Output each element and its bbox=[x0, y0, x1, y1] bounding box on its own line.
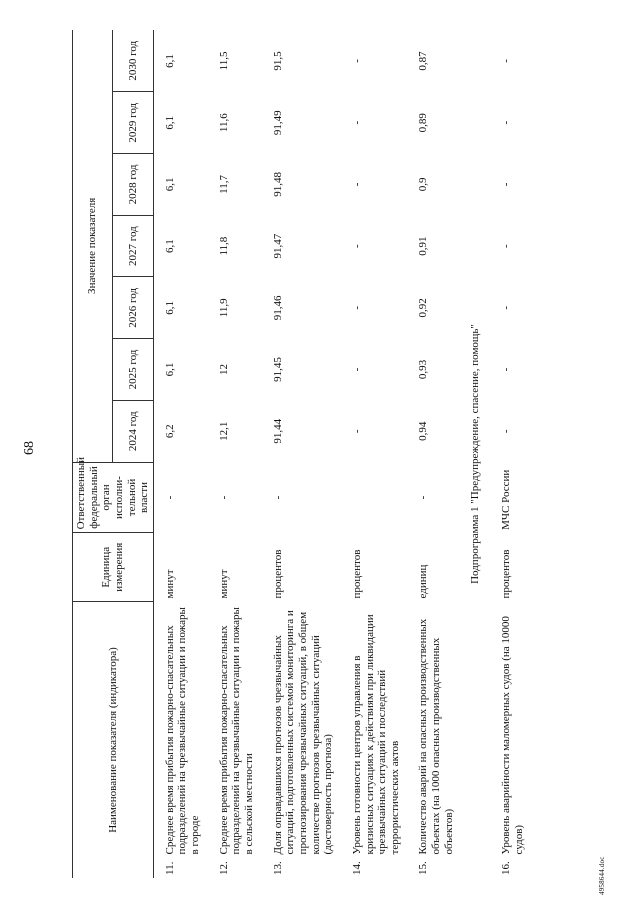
row-value: - bbox=[500, 367, 513, 372]
table-row bbox=[262, 30, 341, 878]
row-value: 6,1 bbox=[163, 115, 176, 130]
document-footer-code: 4958644.doc bbox=[598, 856, 606, 895]
row-value: 11,7 bbox=[217, 175, 230, 194]
row-value: 91,44 bbox=[271, 418, 284, 444]
row-value: - bbox=[500, 305, 513, 310]
row-index: 13. bbox=[271, 861, 284, 875]
table-row bbox=[490, 30, 531, 878]
row-value: - bbox=[350, 305, 363, 310]
row-value: 91,5 bbox=[271, 51, 284, 71]
row-org: МЧС России bbox=[500, 469, 513, 530]
row-index: 11. bbox=[163, 861, 176, 875]
row-index: 15. bbox=[417, 861, 430, 875]
row-unit: процентов bbox=[271, 549, 284, 599]
row-value: 12 bbox=[217, 364, 230, 376]
subprogram-title: Подпрограмма 1 "Предупреждение, спасение, помощь" bbox=[469, 324, 482, 584]
table-row bbox=[341, 30, 408, 878]
row-value: 0,91 bbox=[417, 236, 430, 256]
table-header-row bbox=[73, 30, 113, 878]
row-unit: процентов bbox=[350, 549, 363, 599]
row-name: Доля оправдавшихся прогнозов чрезвычайных ситуаций, подготовленных системой мониторинга и прогнозирования чрезвычайных ситуаций, в общем количестве прогнозов чрезвычайных ситуаций (достоверность прогноза) bbox=[271, 610, 335, 855]
header-unit: Единица измерения bbox=[73, 533, 154, 602]
row-name: Уровень готовности центров управления в кризисных ситуациях к действиям при ликвидации чрезвычайных ситуаций и последствий террористических актов bbox=[350, 614, 401, 855]
table-row bbox=[407, 30, 461, 878]
row-index: 16. bbox=[500, 861, 513, 875]
row-value: 0,93 bbox=[417, 359, 430, 380]
row-name: Количество аварий на опасных производственных объектах (на 1000 опасных производственных объектов) bbox=[417, 618, 455, 855]
row-org: - bbox=[271, 495, 284, 500]
row-value: 0,89 bbox=[417, 113, 430, 133]
table-row bbox=[153, 30, 207, 878]
header-year: 2026 год bbox=[113, 277, 153, 339]
row-unit: минут bbox=[163, 569, 176, 599]
row-index: 14. bbox=[350, 861, 363, 875]
header-org: Ответственный федеральный орган исполни-тельной власти bbox=[73, 462, 154, 533]
row-value: 91,48 bbox=[271, 172, 284, 197]
row-value: 0,92 bbox=[417, 298, 430, 318]
row-index: 12. bbox=[217, 861, 230, 875]
row-value: 6,1 bbox=[163, 300, 176, 315]
row-unit: единиц bbox=[417, 564, 430, 599]
row-value: - bbox=[500, 120, 513, 125]
row-org: - bbox=[163, 495, 176, 500]
row-value: 6,1 bbox=[163, 177, 176, 192]
row-value: - bbox=[350, 182, 363, 187]
header-year: 2025 год bbox=[113, 339, 153, 401]
row-value: 12,1 bbox=[217, 421, 230, 441]
row-value: 91,45 bbox=[271, 357, 284, 382]
header-year: 2028 год bbox=[113, 154, 153, 216]
row-value: - bbox=[350, 59, 363, 63]
header-year: 2027 год bbox=[113, 215, 153, 277]
row-value: 6,1 bbox=[163, 362, 176, 377]
header-year: 2029 год bbox=[113, 92, 153, 154]
header-year: 2030 год bbox=[113, 30, 153, 92]
row-value: - bbox=[500, 182, 513, 187]
row-value: 0,87 bbox=[417, 51, 430, 71]
row-value: 6,2 bbox=[163, 424, 176, 439]
row-value: 11,6 bbox=[217, 113, 230, 133]
row-value: 91,49 bbox=[271, 110, 284, 136]
row-value: 6,1 bbox=[163, 239, 176, 253]
row-value: 11,8 bbox=[217, 236, 230, 256]
row-unit: минут bbox=[217, 569, 230, 599]
page-number: 68 bbox=[22, 441, 37, 455]
row-value: - bbox=[500, 244, 513, 248]
indicator-table bbox=[72, 30, 531, 878]
row-org: - bbox=[417, 495, 430, 500]
row-unit: процентов bbox=[500, 549, 513, 599]
row-name: Уровень аварийности маломерных судов (на 10000 судов) bbox=[500, 616, 525, 855]
row-value: - bbox=[350, 429, 363, 434]
table-row bbox=[208, 30, 262, 878]
rotated-document-table bbox=[72, 18, 592, 878]
row-value: 11,9 bbox=[217, 298, 230, 318]
row-value: 0,9 bbox=[417, 177, 430, 192]
row-name: Среднее время прибытия пожарно-спасательных подразделений на чрезвычайные ситуации и пожары в городе bbox=[163, 607, 202, 855]
row-value: 91,47 bbox=[271, 233, 284, 259]
subprogram-row bbox=[461, 30, 490, 878]
row-value: - bbox=[500, 429, 513, 434]
row-value: - bbox=[350, 244, 363, 248]
row-value: - bbox=[350, 367, 363, 372]
row-value: - bbox=[350, 120, 363, 125]
row-value: - bbox=[500, 59, 513, 63]
row-org: - bbox=[217, 495, 230, 500]
row-value: 11,5 bbox=[217, 51, 230, 71]
row-value: 0,94 bbox=[417, 421, 430, 441]
row-name: Среднее время прибытия пожарно-спасательных подразделений на чрезвычайные ситуации и пожары в сельской местности bbox=[217, 607, 256, 855]
header-year: 2024 год bbox=[113, 400, 153, 462]
row-org bbox=[341, 462, 408, 533]
header-values-group: Значение показателя bbox=[73, 30, 113, 462]
header-name: Наименование показателя (индикатора) bbox=[73, 601, 154, 878]
row-value: 6,1 bbox=[163, 54, 176, 68]
row-value: 91,46 bbox=[271, 295, 284, 321]
